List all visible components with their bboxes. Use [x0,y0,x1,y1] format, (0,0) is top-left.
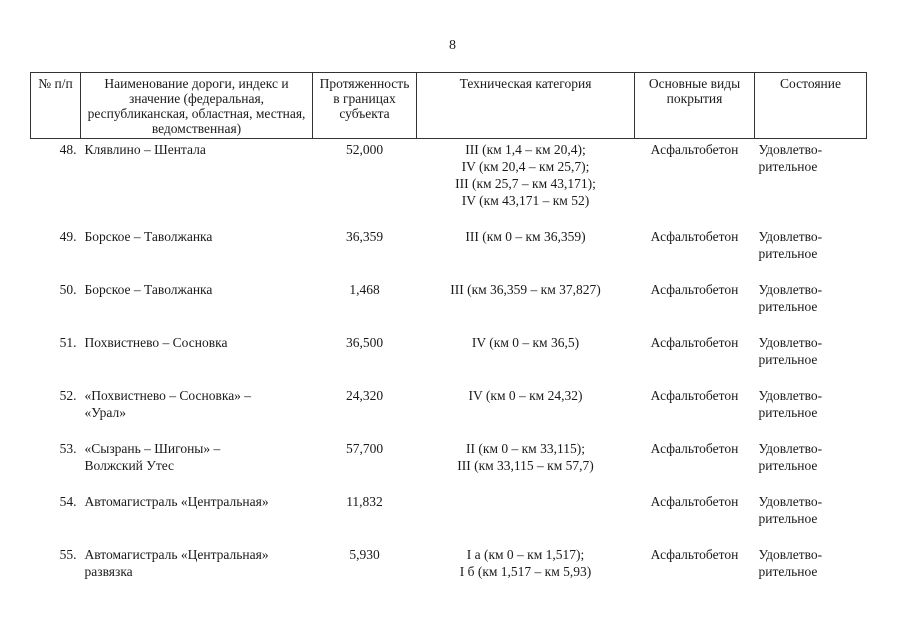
row-number: 51. [59,335,77,350]
table-row [31,228,867,281]
road-condition-line: Удовлетво- [758,229,823,244]
header-category: Техническая категория [417,73,635,139]
road-condition [755,228,867,281]
road-condition-line: рительное [758,299,818,314]
table-header [31,73,867,139]
technical-category [417,228,635,281]
row-number: 49. [59,229,77,244]
surface-type: Асфальтобетон [650,335,739,350]
roads-table [30,72,867,599]
row-number: 52. [59,388,77,403]
road-name [81,387,313,440]
road-condition-line: рительное [758,564,818,579]
road-name-line: Автомагистраль «Центральная» [84,494,269,509]
technical-category-line: III (км 36,359 – км 37,827) [450,282,601,297]
row-number: 53. [59,441,77,456]
road-condition-line: Удовлетво- [758,547,823,562]
road-name-line: Автомагистраль «Центральная» [84,547,269,562]
road-length: 57,700 [345,441,384,456]
road-condition-line: рительное [758,246,818,261]
table-row [31,440,867,493]
road-name-line: Волжский Утес [84,458,175,473]
technical-category-line: IV (км 0 – км 36,5) [471,335,580,350]
road-condition [755,493,867,546]
technical-category-line: IV (км 20,4 – км 25,7); [461,159,590,174]
road-condition-line: рительное [758,352,818,367]
header-length: Протяженность в границах субъекта [313,73,417,139]
road-name [81,334,313,387]
technical-category [417,440,635,493]
technical-category-line: IV (км 0 – км 24,32) [468,388,583,403]
technical-category-line: III (км 1,4 – км 20,4); [465,142,586,157]
road-name [81,228,313,281]
road-name-line: Похвистнево – Сосновка [84,335,228,350]
row-number: 48. [59,142,77,157]
row-number: 55. [59,547,77,562]
road-length: 1,468 [349,282,380,297]
road-length: 5,930 [349,547,380,562]
technical-category [417,139,635,229]
road-condition-line: Удовлетво- [758,494,823,509]
road-condition [755,387,867,440]
road-condition-line: Удовлетво- [758,441,823,456]
road-condition-line: рительное [758,458,818,473]
road-name [81,493,313,546]
surface-type: Асфальтобетон [650,494,739,509]
surface-type: Асфальтобетон [650,282,739,297]
row-number: 54. [59,494,77,509]
surface-type: Асфальтобетон [650,441,739,456]
road-name-line: Клявлино – Шентала [84,142,206,157]
surface-type: Асфальтобетон [650,388,739,403]
technical-category-line: III (км 33,115 – км 57,7) [457,458,594,473]
surface-type: Асфальтобетон [650,229,739,244]
technical-category-line: III (км 0 – км 36,359) [465,229,586,244]
road-condition [755,440,867,493]
road-condition [755,546,867,599]
technical-category-line: I б (км 1,517 – км 5,93) [459,564,592,579]
surface-type: Асфальтобетон [650,142,739,157]
road-name [81,546,313,599]
road-length: 36,500 [345,335,384,350]
table-row [31,387,867,440]
road-condition [755,139,867,229]
header-cover: Основные виды покрытия [635,73,755,139]
road-name [81,440,313,493]
road-name-line: «Похвистнево – Сосновка» – [84,388,252,403]
road-name-line: развязка [84,564,133,579]
technical-category [417,281,635,334]
technical-category-line: IV (км 43,171 – км 52) [461,193,590,208]
row-number: 50. [59,282,77,297]
table-row [31,546,867,599]
table-body [31,139,867,600]
table-row [31,139,867,229]
road-condition-line: Удовлетво- [758,282,823,297]
header-state: Состояние [755,73,867,139]
road-name [81,139,313,229]
road-condition [755,334,867,387]
road-name [81,281,313,334]
header-num: № п/п [31,73,81,139]
road-length: 36,359 [345,229,384,244]
table-row [31,281,867,334]
road-length: 11,832 [346,494,383,509]
header-name: Наименование дороги, индекс и значение (федеральная, республиканская, областная, местная, ведомственная) [81,73,313,139]
table-row [31,334,867,387]
table-row [31,493,867,546]
road-condition [755,281,867,334]
road-length: 52,000 [345,142,384,157]
road-condition-line: рительное [758,405,818,420]
road-name-line: «Урал» [84,405,126,420]
road-condition-line: рительное [758,159,818,174]
road-condition-line: Удовлетво- [758,335,823,350]
technical-category-line: I а (км 0 – км 1,517); [466,547,585,562]
road-name-line: Борское – Таволжанка [84,282,213,297]
surface-type: Асфальтобетон [650,547,739,562]
technical-category [417,493,635,546]
road-name-line: Борское – Таволжанка [84,229,213,244]
road-condition-line: Удовлетво- [758,388,823,403]
road-condition-line: рительное [758,511,818,526]
page-number: 8 [449,38,456,53]
road-length: 24,320 [345,388,384,403]
technical-category-line: II (км 0 – км 33,115); [466,441,585,456]
technical-category-line: III (км 25,7 – км 43,171); [455,176,596,191]
road-name-line: «Сызрань – Шигоны» – [84,441,221,456]
technical-category [417,387,635,440]
technical-category [417,546,635,599]
road-condition-line: Удовлетво- [758,142,823,157]
technical-category [417,334,635,387]
